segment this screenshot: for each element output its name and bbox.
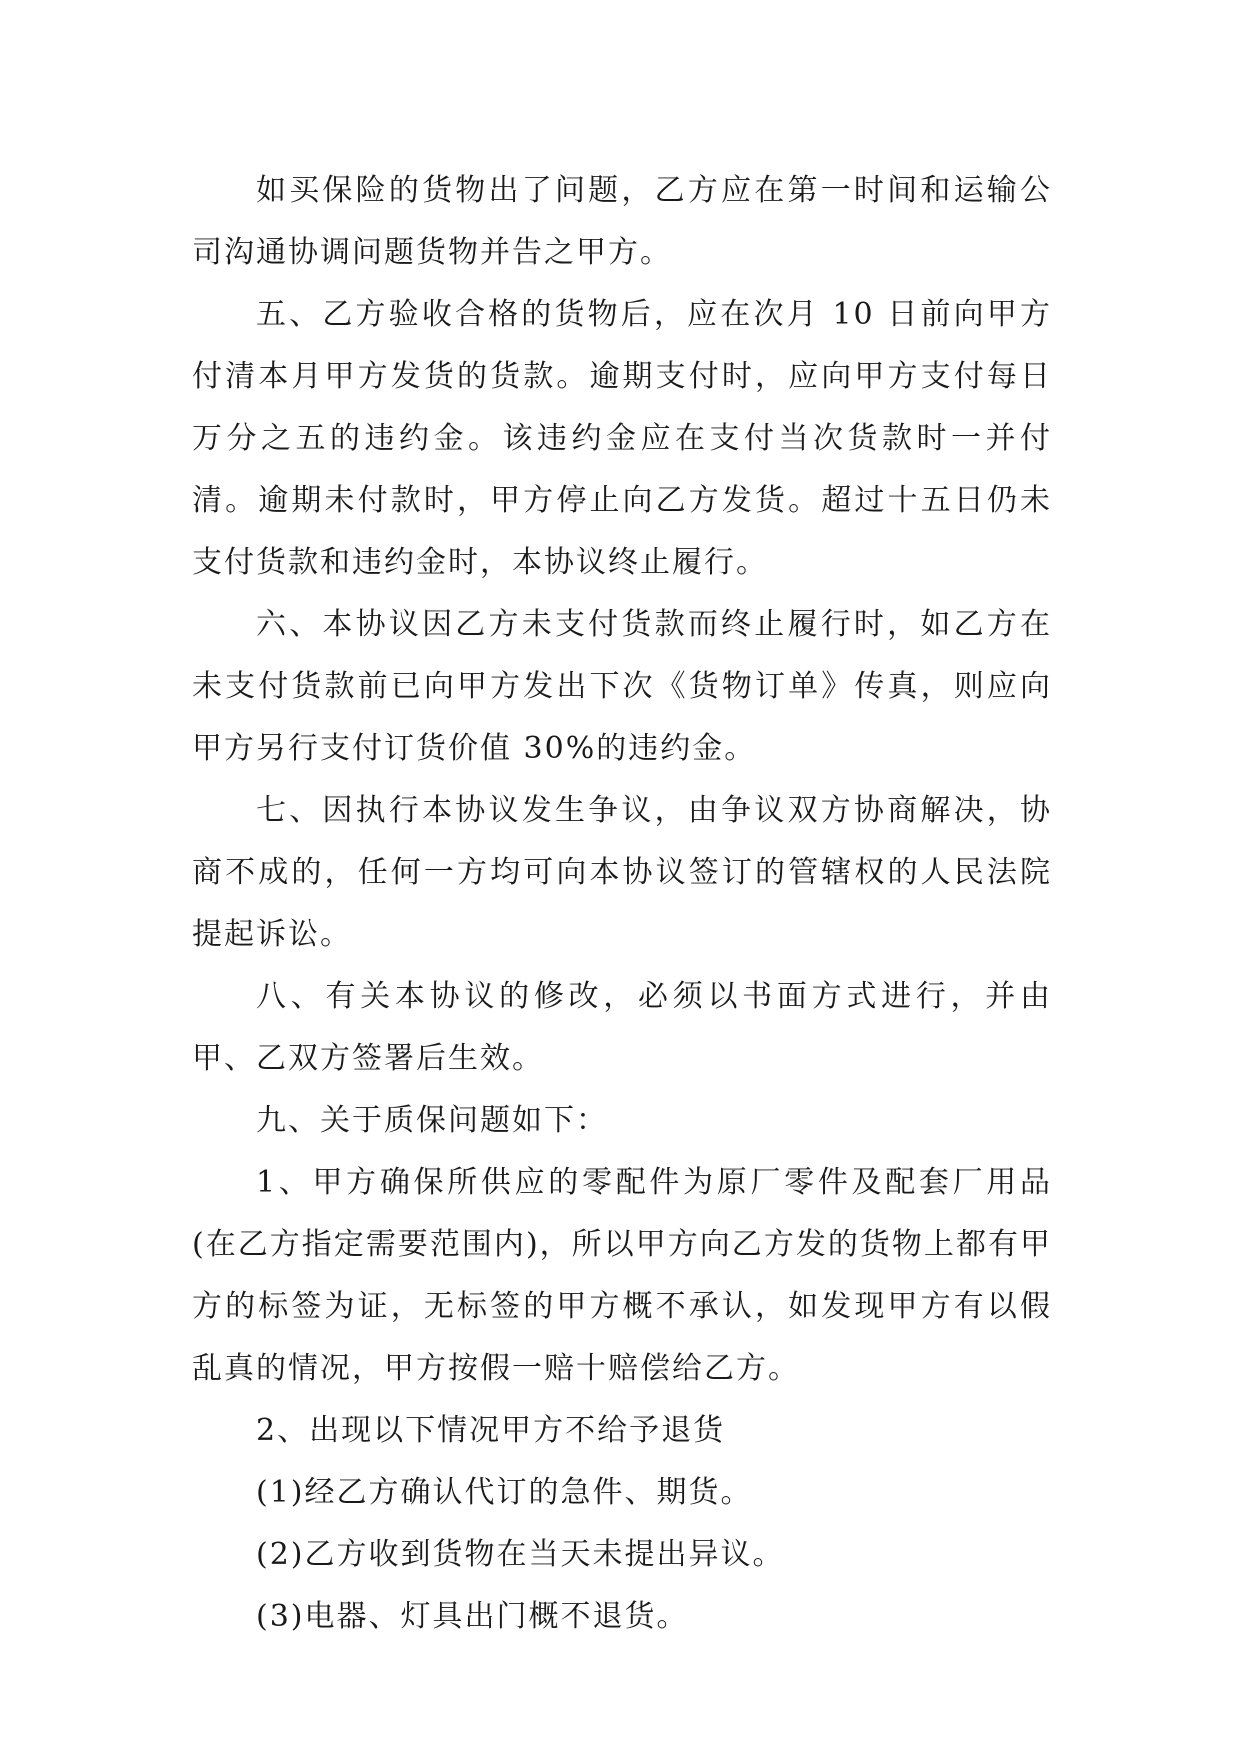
- list-item-2: (2)乙方收到货物在当天未提出异议。: [256, 1537, 785, 1572]
- paragraph-clause-8: 八、有关本协议的修改，必须以书面方式进行，并由甲、乙双方签署后生效。: [192, 979, 1052, 1076]
- paragraph-clause-9-2: 2、出现以下情况甲方不给予退货: [256, 1413, 726, 1448]
- list-item-3: (3)电器、灯具出门概不退货。: [256, 1599, 689, 1634]
- paragraph-clause-9: 九、关于质保问题如下：: [256, 1103, 608, 1138]
- paragraph-insurance: 如买保险的货物出了问题，乙方应在第一时间和运输公司沟通协调问题货物并告之甲方。: [192, 173, 1052, 270]
- list-item-1: (1)经乙方确认代订的急件、期货。: [256, 1475, 753, 1510]
- paragraph-clause-6: 六、本协议因乙方未支付货款而终止履行时，如乙方在未支付货款前已向甲方发出下次《货物订单》传真，则应向甲方另行支付订货价值 30%的违约金。: [192, 607, 1052, 766]
- paragraph-clause-5: 五、乙方验收合格的货物后，应在次月 10 日前向甲方付清本月甲方发货的货款。逾期支付时，应向甲方支付每日万分之五的违约金。该违约金应在支付当次货款时一并付清。逾期未付款时，甲方停止向乙方发货。超过十五日仍未支付货款和违约金时，本协议终止履行。: [192, 297, 1052, 580]
- paragraph-clause-7: 七、因执行本协议发生争议，由争议双方协商解决，协商不成的，任何一方均可向本协议签订的管辖权的人民法院提起诉讼。: [192, 793, 1052, 952]
- paragraph-clause-9-1: 1、甲方确保所供应的零配件为原厂零件及配套厂用品(在乙方指定需要范围内)，所以甲方向乙方发的货物上都有甲方的标签为证，无标签的甲方概不承认，如发现甲方有以假乱真的情况，甲方按假一赔十赔偿给乙方。: [192, 1165, 1052, 1386]
- document-body: [192, 160, 1052, 1648]
